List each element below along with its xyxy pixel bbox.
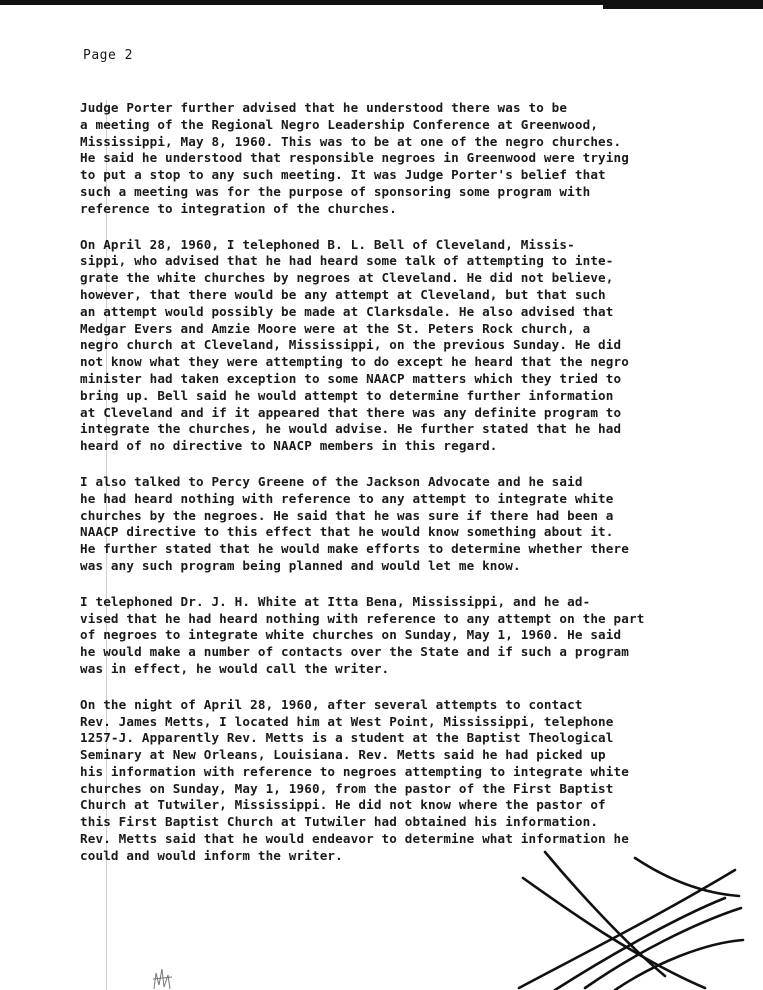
handwritten-mark — [515, 848, 745, 990]
paragraph-bell-cleveland: On April 28, 1960, I telephoned B. L. Bell of Cleveland, Missis- sippi, who advised that he had heard some talk of attempting to inte- grate the white churches by negroes at Cleveland. He did not believe, however, that there would be any attempt at Cleveland, but that such an attempt would possibly be made at Clarksdale. He also advised that Medgar Evers and Amzie Moore were at the St. Peters Rock church, a negro church at Cleveland, Mississippi, on the previous Sunday. He did not know what they were attempting to do except he heard that the negro minister had taken exception to some NAACP matters which they tried to bring up. Bell said he would attempt to determine further information at Cleveland and if it appeared that there was any definite program to integrate the churches, he would advise. He further stated that he had heard of no directive to NAACP members in this regard. — [80, 236, 629, 454]
paragraph-judge-porter: Judge Porter further advised that he understood there was to be a meeting of the Regional Negro Leadership Conference at Greenwood, Mississippi, May 8, 1960. This was to be at one of the negro churches. He said he understood that responsible negroes in Greenwood were trying to put a stop to any such meeting. It was Judge Porter's belief that such a meeting was for the purpose of sponsoring some program with reference to integration of the churches. — [80, 100, 629, 216]
paragraph-rev-metts: On the night of April 28, 1960, after several attempts to contact Rev. James Metts, I located him at West Point, Mississippi, telephone 1257-J. Apparently Rev. Metts is a student at the Baptist Theological Seminary at New Orleans, Louisiana. Rev. Metts said he had picked up his information with reference to negroes attempting to integrate white churches on Sunday, May 1, 1960, from the pastor of the First Baptist Church at Tutwiler, Mississippi. He did not know where the pastor of this First Baptist Church at Tutwiler had obtained his information. Rev. Metts said that he would endeavor to determine what information he could and would inform the writer. — [80, 696, 629, 863]
document-body — [80, 100, 740, 884]
top-border-tab — [603, 0, 763, 9]
page-number: Page 2 — [83, 48, 133, 63]
paragraph-percy-greene: I also talked to Percy Greene of the Jackson Advocate and he said he had heard nothing with reference to any attempt to integrate white churches by the negroes. He said that he was sure if there had been a NAACP directive to this effect that he would know something about it. He further stated that he would make efforts to determine whether there was any such program being planned and would let me know. — [80, 473, 629, 573]
ink-smudge — [150, 965, 176, 990]
paragraph-dr-white: I telephoned Dr. J. H. White at Itta Bena, Mississippi, and he ad- vised that he had heard nothing with reference to any attempt on the part of negroes to integrate white churches on Sunday, May 1, 1960. He said he would make a number of contacts over the State and if such a program was in effect, he would call the writer. — [80, 593, 645, 676]
